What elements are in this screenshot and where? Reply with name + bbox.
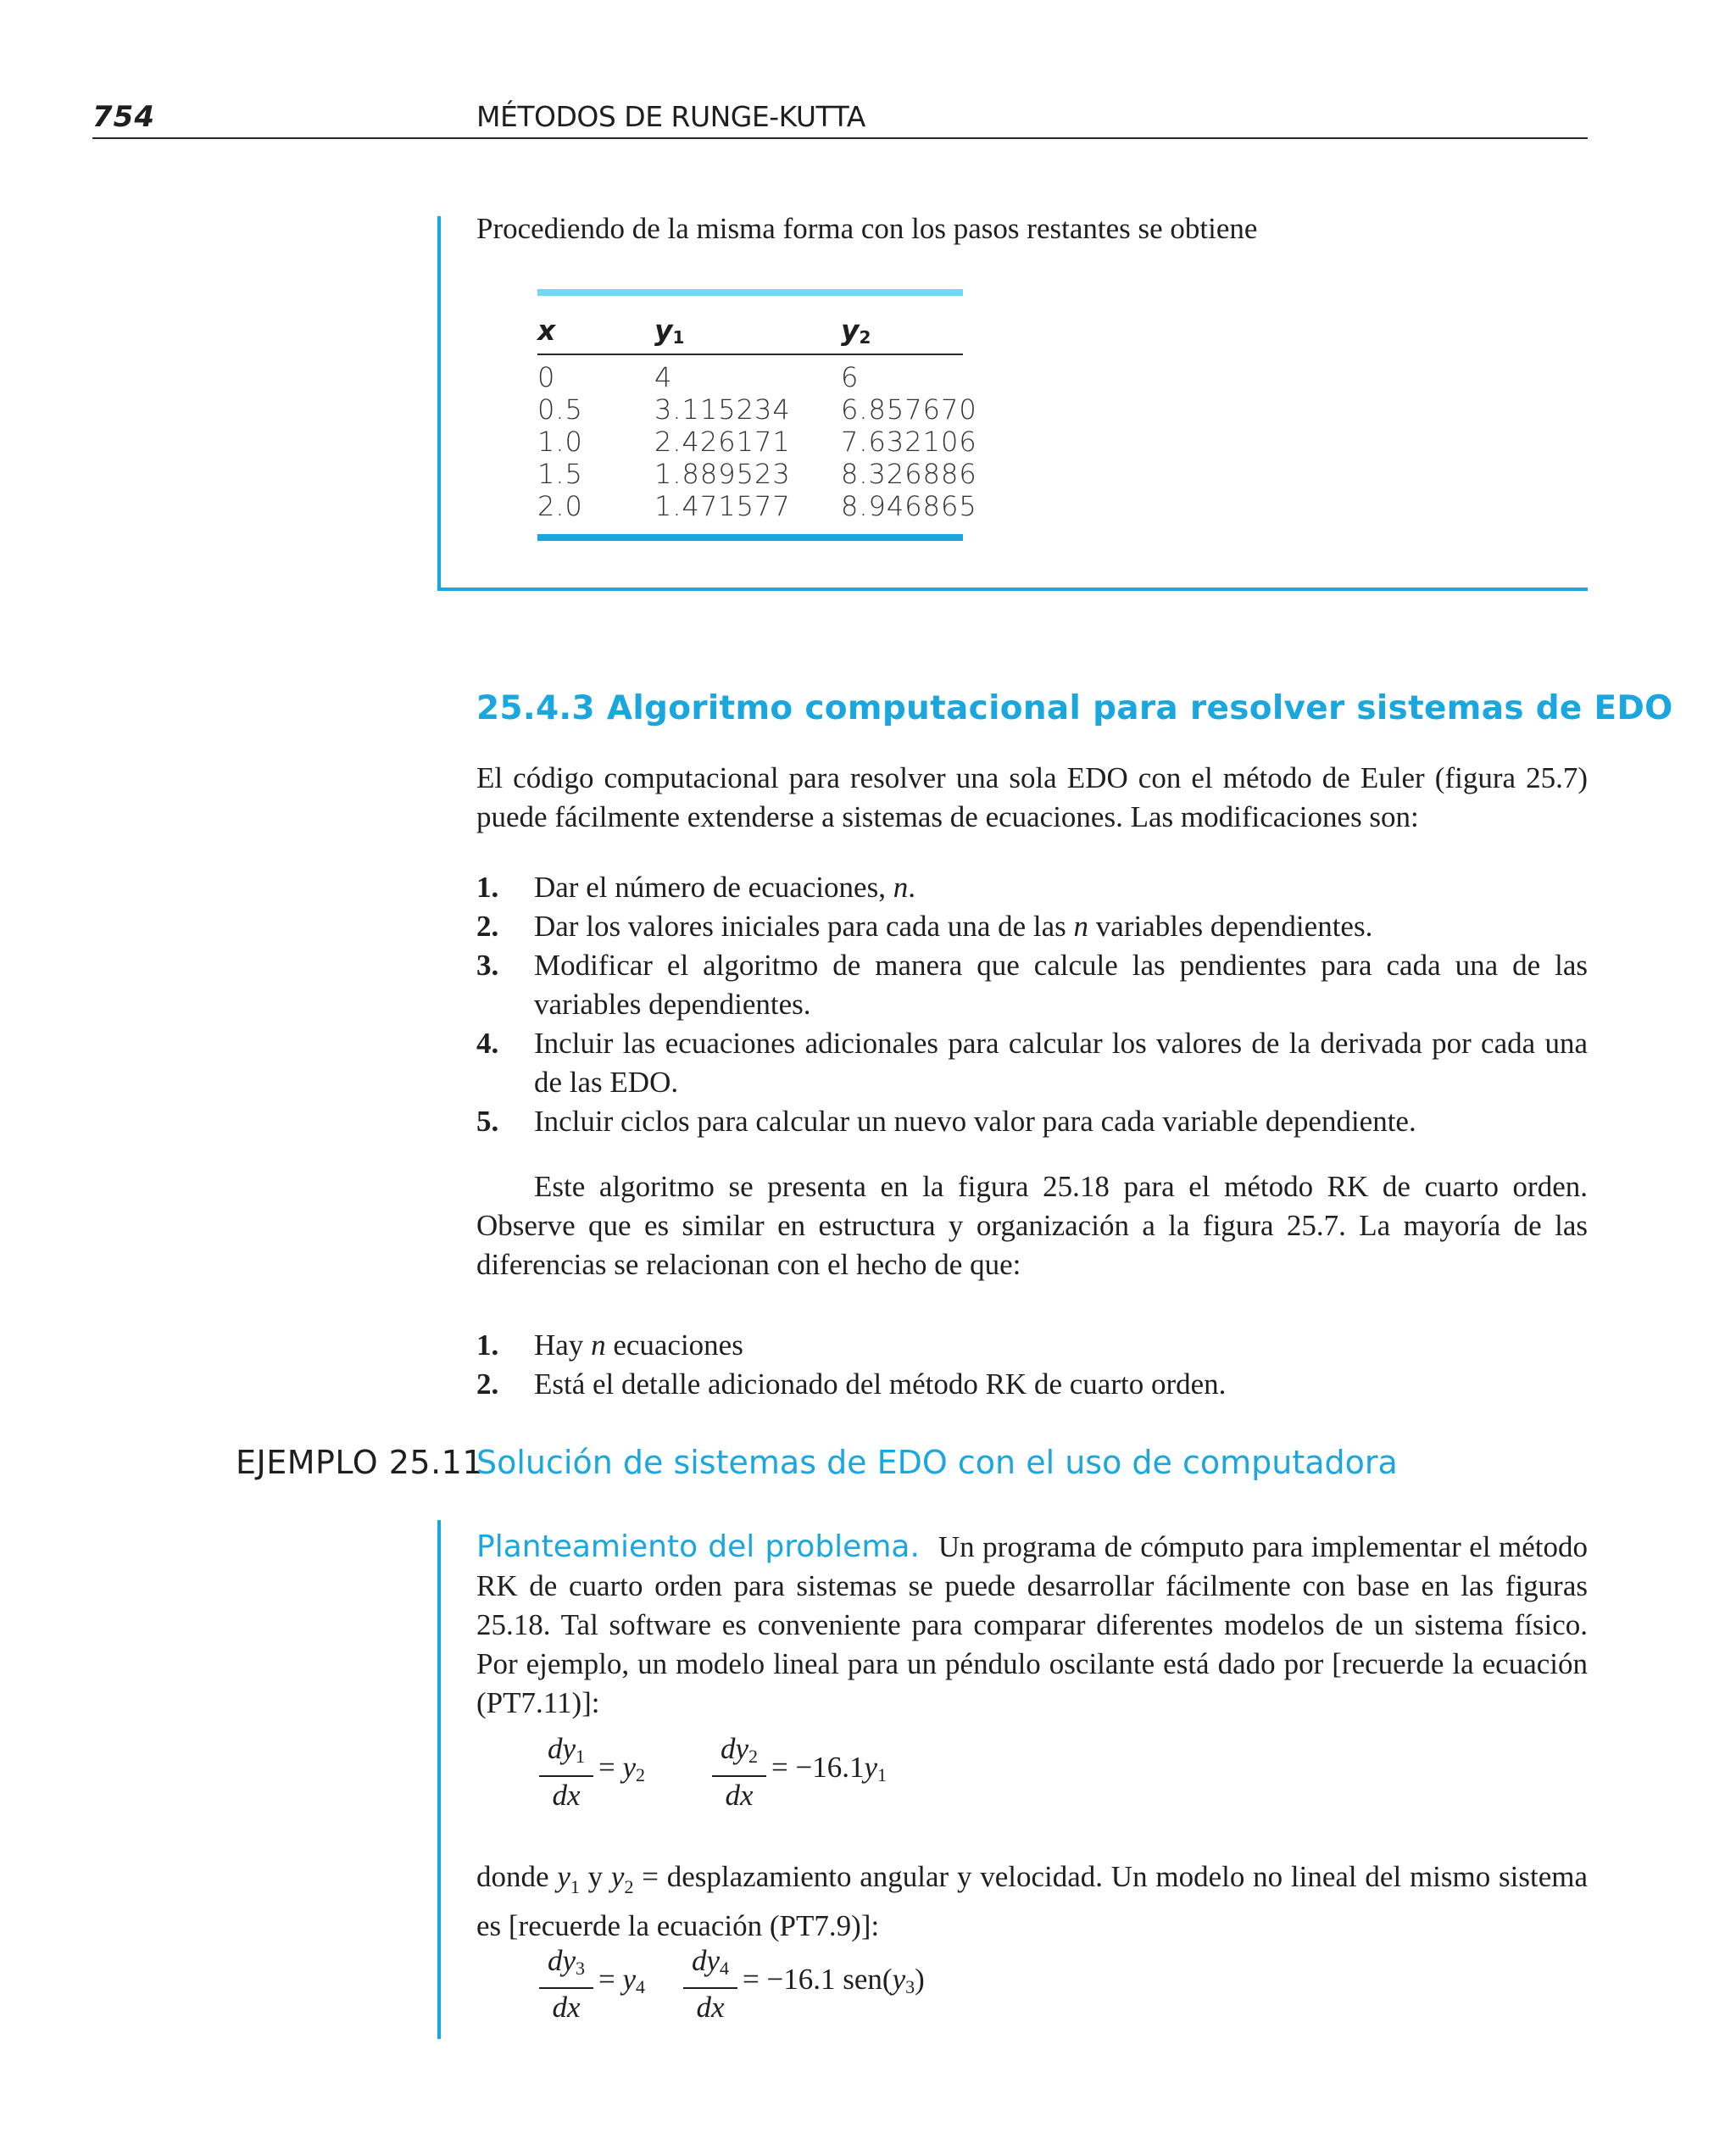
list-number: 2. [476,910,499,943]
table-cell: 7.632106 [841,426,977,458]
table-header-rule [537,354,963,355]
list-number: 5. [476,1105,499,1138]
header-rule [92,137,1588,139]
list-text: Dar los valores iniciales para cada una de las n variables dependientes. [534,910,1373,943]
example-label: EJEMPLO 25.11 [236,1444,484,1481]
example-box-left-border [437,1520,441,2039]
list-item [476,946,1588,1024]
linear-model-equations: $dy_1$ dx = $y_2$ $dy_2$ dx = $-16.1y_1$ [539,1732,980,1813]
fraction: $dy_1$ dx [539,1732,593,1813]
list-number: 2. [476,1367,499,1401]
table-header-y1: $y_1$ [654,314,685,348]
table-cell: 6.857670 [841,393,977,426]
table-cell: 8.326886 [841,458,977,490]
table-cell: 2.0 [537,490,583,522]
table-header-y2: $y_2$ [841,314,871,348]
list-number: 1. [476,871,499,904]
table-cell: 1.0 [537,426,583,458]
table-cell: 2.426171 [654,426,791,458]
list-item [476,1102,1588,1141]
list-item [476,868,1588,907]
list-number: 4. [476,1027,499,1060]
table-cell: 1.5 [537,458,583,490]
table-cell: 3.115234 [654,393,791,426]
list-text: Incluir ciclos para calcular un nuevo valor para cada variable dependiente. [534,1105,1416,1138]
list-item [476,907,1588,946]
list-number: 3. [476,949,499,982]
example-title: Solución de sistemas de EDO con el uso de computadora [476,1444,1398,1481]
modifications-list [476,868,1588,1141]
list-text: Incluir las ecuaciones adicionales para calcular los valores de la derivada por cada una de las EDO. [534,1027,1588,1099]
table-top-rule [537,289,963,296]
list-text: Dar el número de ecuaciones, n. [534,871,915,904]
fraction: $dy_2$ dx [712,1732,766,1813]
paragraph: Este algoritmo se presenta en la figura 25.18 para el método RK de cuarto orden. Observe que es similar en estructura y organización a la figura 25.7. La mayoría de las diferencias se relacionan con el hecho de que: [476,1170,1588,1281]
table-header-x: x [537,314,556,347]
list-number: 1. [476,1328,499,1362]
list-text: Modificar el algoritmo de manera que calcule las pendientes para cada una de las variables dependientes. [534,949,1588,1021]
running-title: MÉTODOS DE RUNGE-KUTTA [476,100,865,133]
example-box-left-border [437,216,441,591]
example-box-bottom-border [437,588,1588,591]
list-item [476,1326,1588,1365]
table-cell: 4 [654,361,673,393]
list-text: Hay n ecuaciones [534,1328,743,1362]
nonlinear-model-equations: $dy_3$ dx = $y_4$ $dy_4$ dx = −16.1 $sen(y_3)$ [539,1944,1014,2025]
table-cell: 0.5 [537,393,583,426]
problem-statement: Planteamiento del problema. Un programa de cómputo para implementar el método RK de cuarto orden para sistemas se puede desarrollar fácilmente con base en las figuras 25.18. Tal software es conveniente para comparar diferentes modelos de un sistema físico. Por ejemplo, un modelo lineal para un péndulo oscilante está dado por [recuerde la ecuación (PT7.11)]: [476,1529,1589,1719]
table-cell: 1.889523 [654,458,791,490]
table-cell: 8.946865 [841,490,977,522]
table-cell: 0 [537,361,556,393]
paragraph: El código computacional para resolver una sola EDO con el método de Euler (figura 25.7) puede fácilmente extenderse a sistemas de ecuaciones. Las modificaciones son: [476,761,1588,833]
section-heading: 25.4.3 Algoritmo computacional para resolver sistemas de EDO [476,689,1673,727]
list-item [476,1365,1588,1404]
list-item [476,1024,1588,1102]
problem-label: Planteamiento del problema. [476,1529,920,1564]
table-bottom-rule [537,534,963,541]
list-text: Está el detalle adicionado del método RK de cuarto orden. [534,1367,1227,1401]
fraction: $dy_3$ dx [539,1944,593,2025]
table-cell: 1.471577 [654,490,791,522]
intro-text: Procediendo de la misma forma con los pasos restantes se obtiene [476,212,1258,245]
fraction: $dy_4$ dx [683,1944,737,2025]
differences-list [476,1326,1588,1404]
table-cell: 6 [841,361,860,393]
page-number: 754 [92,100,155,134]
paragraph: donde $y_1$ y $y_2$ = desplazamiento angular y velocidad. Un modelo no lineal del mismo sistema es [recuerde la ecuación (PT7.9)]: [476,1860,1588,1942]
